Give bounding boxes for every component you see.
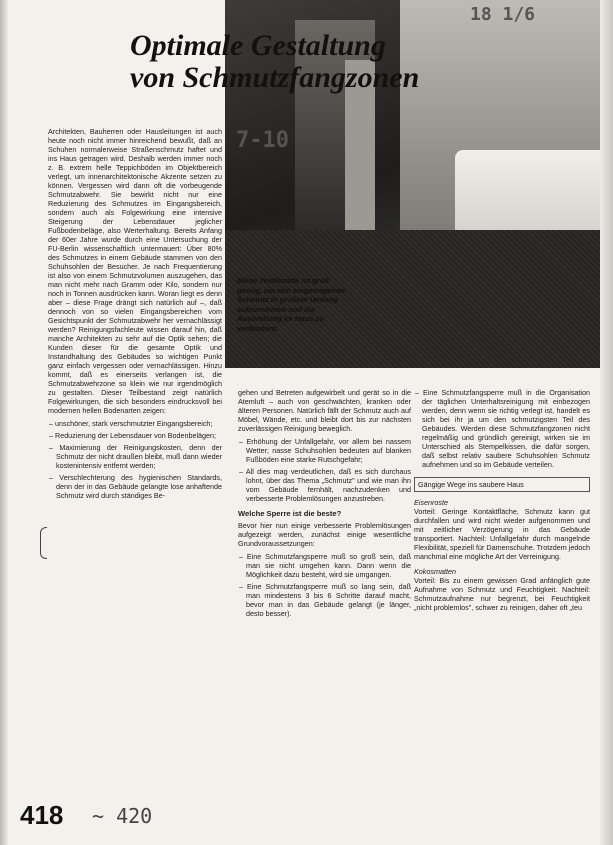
list-item: – Maximierung der Reinigungskosten, denn der Schmutz der nicht draußen bleibt, muß dann wieder kostenintensiv entfernt werden; bbox=[56, 443, 222, 470]
handwritten-corner-note: 18 1/6 bbox=[470, 4, 536, 25]
col2-intro: Bevor hier nun einige verbesserte Problemlösungen aufgezeigt werden, zunächst einige wesentliche Grundvoraussetzungen: bbox=[238, 521, 411, 548]
section-text: Vorteil: Bis zu einem gewissen Grad anfänglich gute Aufnahme von Schmutz und Feuchtigkeit. Nachteil: Schmutzaufnahme nur begrenzt, bei Feuchtigkeit „nicht problemlos", schwer zu reinigen, daher oft „teu bbox=[414, 576, 590, 612]
list-item: – unschöner, stark verschmutzter Eingangsbereich; bbox=[56, 419, 222, 428]
column-2 bbox=[238, 388, 411, 621]
col1-paragraph: Architekten, Bauherren oder Hausleitungen ist auch heute noch nicht immer hinreichend bewußt, daß an Schuhen normalerweise Straßenschmutz haftet und ins Haus getragen wird. Deshalb werden immer noch z. B. extrem helle Teppichböden im Objektbereich verlegt, um innenarchitektonische Akzente setzen zu können. Vergessen wird dann oft die vorbeugende Schmutzabwehr. Sie bewirkt nicht nur eine Reduzierung des Schmutzes im Eingangsbereich, sondern auch als Folgewirkung eine intensive Steigerung der Lebensdauer jeglicher Fußbodenbeläge, also Werterhaltung. Bereits Anfang der 60er Jahre wurde durch eine Untersuchung der FU-Berlin wissenschaftlich untermauert: Über 80% des Schmutzes in einem Gebäude stammen von den Schuhsohlen der Besucher. Je nach Frequentierung ist also von einem Schmutzvolumen auszugehen, das man nicht mehr nach Gramm oder Kilo, sondern nur noch in Tonnen ausdrücken kann. Woran liegt es denn aber – diese Frage drängt sich natürlich auf –, daß dennoch von so vielen Eingangsbereichen vom Gesichtspunkt der Schmutzabwehr her vernachlässigt werden? Reinigungsfachleute wissen darauf hin, daß manche Architekten zu sehr auf die Optik sehen; die Kunden dieser für die gesamte Optik und Instandhaltung des Gebäudes so wichtigen Punkt ganz einfach vergessen oder vernachlässigen. Hinzu kommt, daß es einerseits verlangen ist, die Schmutzabwehrzone so klein wie nur irgendmöglich zu gestalten. Dieser Teilbestand zeigt natürlich Folgewirkungen, die sich besonders eindrucksvoll bei modernen hellen Bodenarten zeigen: bbox=[48, 127, 222, 415]
col2-list bbox=[238, 437, 411, 503]
boxed-heading: Gängige Wege ins saubere Haus bbox=[414, 477, 590, 492]
list-item: – Eine Schmutzfangsperre muß so lang sein, daß man mindestens 3 bis 6 Schritte darauf macht, bevor man in das Gebäude gelangt (je länger, desto besser). bbox=[246, 582, 411, 618]
column-1 bbox=[48, 127, 222, 503]
column-3 bbox=[414, 388, 590, 616]
page-edge-shadow-right bbox=[600, 0, 613, 845]
col1-list bbox=[48, 419, 222, 500]
subheading-eisenroste: Eisenroste bbox=[414, 498, 448, 507]
section-text: Vorteil: Geringe Kontaktfläche, Schmutz kann gut durchfallen und wird nicht wieder aufgenommen und mit zeitlicher Verzögerung in das Gebäude transportiert. Nachteil: Unfallgefahr durch mangelnde Flexibilität, speziell für Damenschuhe. Trotzdem jedoch manchmal eine mögliche Art der Verreinigung. bbox=[414, 507, 590, 561]
title-line-1: Optimale Gestaltung bbox=[130, 29, 386, 62]
margin-bracket-mark bbox=[40, 527, 47, 559]
list-item: – Reduzierung der Lebensdauer von Bodenbelägen; bbox=[56, 431, 222, 440]
section-heading: Welche Sperre ist die beste? bbox=[238, 509, 342, 518]
col2-list-2 bbox=[238, 552, 411, 618]
page-number: 418 bbox=[20, 800, 64, 830]
subheading-kokosmatten: Kokosmatten bbox=[414, 567, 456, 576]
list-item: – Erhöhung der Unfallgefahr, vor allem bei nassem Wetter; nasse Schuhsohlen bedeuten auf blanken Fußböden eine starke Rutschgefahr; bbox=[246, 437, 411, 464]
title-line-2: von Schmutzfangzonen bbox=[130, 61, 420, 94]
list-item: – Eine Schmutzfangsperre muß in die Organisation der täglichen Unterhaltsreinigung mit einbezogen werden, denn wenn sie richtig verlegt ist, handelt es sich bei ihr ja um den schmutzigsten Teil des Gebäudes. Werden diese Schmutzfangzonen nicht regelmäßig und gründlich gereinigt, wirken sie im Unterschied als Stempelkissen, die dafür sorgen, daß selbst relativ saubere Schuhsohlen Schmutz aufnehmen und so im Gebäude verteilen. bbox=[422, 388, 590, 469]
col3-list bbox=[414, 388, 590, 469]
photo-caption: Diese Textilmatte ist groß genug, um den eingetragenen Schmutz in großem Umfang aufzunehmen und die Ausbreitung im Haus zu verhindern. bbox=[237, 276, 346, 333]
handwritten-page-range: 7-10 bbox=[236, 128, 289, 153]
page-edge-shadow bbox=[0, 0, 8, 845]
col2-paragraph: gehen und Betreten aufgewirbelt und gerät so in die Atemluft – auch von geschwächten, kranken oder älteren Personen. Natürlich fällt der Schmutz auch auf Möbel, Wände, etc. und bleibt dort bis zur nächsten zuverlässigen Reinigung beweglich. bbox=[238, 388, 411, 433]
handwritten-page-number: ~ 420 bbox=[92, 804, 153, 828]
list-item: – Eine Schmutzfangsperre muß so groß sein, daß man sie nicht umgehen kann. Dann wenn die Möglichkeit dazu besteht, wird sie umgangen. bbox=[246, 552, 411, 579]
list-item: – All dies mag verdeutlichen, daß es sich durchaus lohnt, über das Thema „Schmutz" und wie man ihn vom Gebäude fernhält, nachzudenken und verbesserte Problemlösungen anzustreben. bbox=[246, 467, 411, 503]
article-title bbox=[130, 30, 450, 94]
list-item: – Verschlechterung des hygienischen Standards, denn der in das Gebäude gelangte lose anhaftende Schmutz wird durch ständiges Be- bbox=[56, 473, 222, 500]
